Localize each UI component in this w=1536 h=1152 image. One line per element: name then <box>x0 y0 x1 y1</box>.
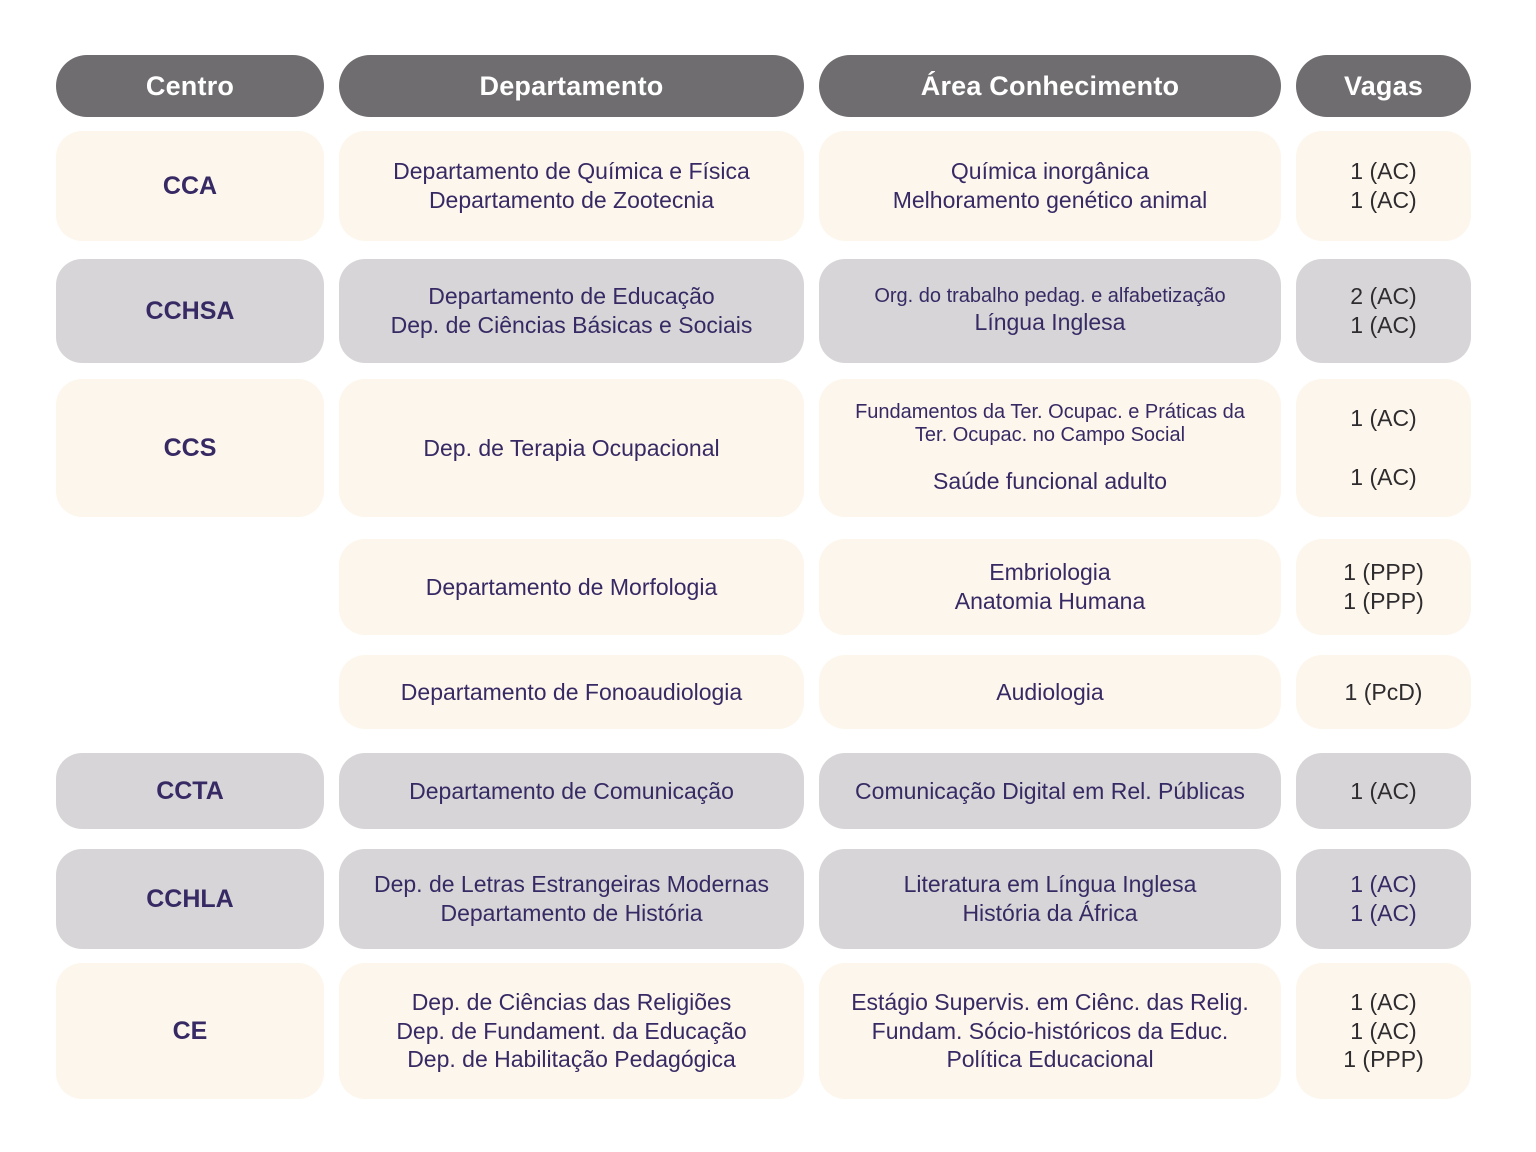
cell-area <box>819 753 1281 829</box>
vagas-line: 2 (AC) <box>1350 283 1417 310</box>
cell-area <box>819 849 1281 949</box>
area-line: Embriologia <box>989 559 1111 586</box>
area-line: História da África <box>962 900 1138 926</box>
table-row <box>56 259 1471 363</box>
table-row <box>56 655 1471 729</box>
cell-departamento <box>339 379 804 517</box>
area-line: Melhoramento genético animal <box>892 187 1208 213</box>
centro-label: CCHLA <box>146 884 234 913</box>
vagas-line: 1 (AC) <box>1350 1017 1417 1044</box>
cell-departamento <box>339 753 804 829</box>
vagas-line: 1 (AC) <box>1350 158 1417 185</box>
cell-vagas <box>1296 131 1471 241</box>
vagas-line: 1 (AC) <box>1350 900 1417 926</box>
cell-departamento <box>339 539 804 635</box>
area-line: Org. do trabalho pedag. e alfabetização <box>874 285 1226 308</box>
vagas-line: 1 (AC) <box>1350 988 1417 1015</box>
vagas-line: 1 (AC) <box>1350 405 1417 432</box>
vagas-line: 1 (AC) <box>1350 464 1417 490</box>
header-row <box>56 55 1471 117</box>
departamento-line: Departamento de Comunicação <box>409 777 734 804</box>
cell-area <box>819 379 1281 517</box>
cell-centro <box>56 753 324 829</box>
cell-area <box>819 259 1281 363</box>
cell-centro <box>56 963 324 1099</box>
vagas-line: 1 (AC) <box>1350 312 1417 338</box>
cell-departamento <box>339 849 804 949</box>
cell-vagas <box>1296 655 1471 729</box>
cell-vagas <box>1296 963 1471 1099</box>
vagas-line: 1 (PPP) <box>1343 1046 1424 1073</box>
table-row <box>56 963 1471 1099</box>
cell-centro <box>56 379 324 517</box>
centro-label: CCTA <box>156 776 224 805</box>
departamento-line: Dep. de Letras Estrangeiras Modernas <box>373 871 770 898</box>
cell-departamento <box>339 259 804 363</box>
cell-vagas <box>1296 539 1471 635</box>
departamento-line: Dep. de Ciências das Religiões <box>411 988 732 1015</box>
table-row <box>56 753 1471 829</box>
departamento-line: Departamento de Fonoaudiologia <box>400 678 743 705</box>
area-line: Química inorgânica <box>950 158 1150 185</box>
departamento-line: Dep. de Habilitação Pedagógica <box>407 1046 736 1073</box>
vagas-line: 1 (AC) <box>1350 871 1417 898</box>
cell-centro-empty <box>56 655 324 729</box>
departamento-line: Departamento de História <box>440 900 703 926</box>
vagas-line: 1 (PcD) <box>1344 678 1423 705</box>
area-line: Comunicação Digital em Rel. Públicas <box>855 777 1245 804</box>
centro-label: CCHSA <box>145 296 235 325</box>
vagas-line: 1 (AC) <box>1350 777 1417 804</box>
centro-label: CCS <box>163 433 217 462</box>
departamento-line: Departamento de Morfologia <box>425 573 718 600</box>
departamento-line: Dep. de Fundament. da Educação <box>396 1017 747 1044</box>
cell-vagas <box>1296 753 1471 829</box>
area-line: Audiologia <box>996 678 1104 705</box>
table-row <box>56 539 1471 635</box>
departamento-line: Departamento de Zootecnia <box>428 187 715 213</box>
cell-centro <box>56 131 324 241</box>
vagas-line: 1 (PPP) <box>1343 559 1424 586</box>
area-line: Anatomia Humana <box>954 588 1146 614</box>
cell-centro <box>56 849 324 949</box>
cell-centro-empty <box>56 539 324 635</box>
vacancy-table <box>56 55 1471 1099</box>
table-row <box>56 849 1471 949</box>
cell-departamento <box>339 131 804 241</box>
cell-vagas <box>1296 379 1471 517</box>
cell-area <box>819 131 1281 241</box>
departamento-line: Dep. de Terapia Ocupacional <box>423 434 720 461</box>
header-centro: Centro <box>56 55 324 117</box>
area-line: Literatura em Língua Inglesa <box>903 871 1197 898</box>
header-area-conhecimento: Área Conhecimento <box>819 55 1281 117</box>
centro-label: CCA <box>162 171 218 200</box>
area-line: Fundamentos da Ter. Ocupac. e Práticas da Ter. Ocupac. no Campo Social <box>855 400 1245 446</box>
cell-area <box>819 655 1281 729</box>
header-departamento: Departamento <box>339 55 804 117</box>
header-vagas: Vagas <box>1296 55 1471 117</box>
cell-vagas <box>1296 849 1471 949</box>
area-line: Estágio Supervis. em Ciênc. das Relig. <box>851 988 1249 1015</box>
cell-area <box>819 539 1281 635</box>
cell-departamento <box>339 655 804 729</box>
area-line: Política Educacional <box>946 1046 1154 1073</box>
centro-label: CE <box>172 1016 208 1045</box>
departamento-line: Departamento de Educação <box>428 283 715 310</box>
cell-departamento <box>339 963 804 1099</box>
table-row <box>56 379 1471 517</box>
departamento-line: Dep. de Ciências Básicas e Sociais <box>390 312 753 338</box>
cell-centro <box>56 259 324 363</box>
table-row <box>56 131 1471 241</box>
cell-vagas <box>1296 259 1471 363</box>
vagas-line: 1 (PPP) <box>1343 588 1424 614</box>
area-line: Fundam. Sócio-históricos da Educ. <box>871 1017 1229 1044</box>
vagas-line: 1 (AC) <box>1350 187 1417 213</box>
departamento-line: Departamento de Química e Física <box>393 158 750 185</box>
cell-area <box>819 963 1281 1099</box>
area-line: Língua Inglesa <box>974 309 1126 336</box>
area-line: Saúde funcional adulto <box>932 467 1168 494</box>
